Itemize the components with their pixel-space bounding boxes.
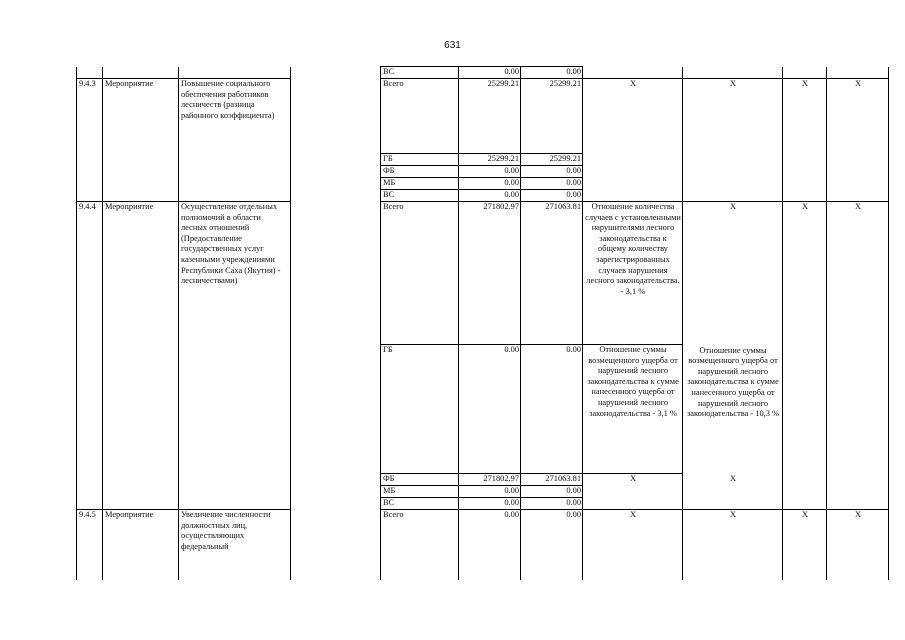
spacer-cell	[291, 510, 381, 581]
value-fact: 0.00	[521, 166, 583, 178]
indicator-cell: Х	[683, 79, 783, 202]
event-type-cell: Мероприятие	[103, 202, 179, 510]
funding-source: Всего	[381, 510, 459, 581]
row-number-cell: 9.4.3	[77, 79, 103, 202]
event-type-cell	[103, 67, 179, 79]
row-number-cell: 9.4.4	[77, 202, 103, 510]
indicator-cell: Отношение суммы возмещенного ущерба от нарушений лесного законодательства к сумме нанесенного ущерба от нарушений лесного законодательства - 3,1 %	[583, 345, 683, 474]
indicator-cell: Х	[583, 79, 683, 202]
table-row	[77, 67, 889, 79]
value-fact: 0.00	[521, 178, 583, 190]
row-number-cell: 9.4.5	[77, 510, 103, 581]
event-name-cell: Повышение социального обеспечения работников лесничеств (разница районного коэффициента)	[179, 79, 291, 202]
marker-cell: Х	[827, 202, 889, 510]
value-plan: 25299.21	[459, 79, 521, 154]
spacer-cell	[291, 67, 381, 79]
value-fact: 0.00	[521, 510, 583, 581]
indicator-cell	[683, 67, 783, 79]
value-fact: 0.00	[521, 498, 583, 510]
table-row	[77, 510, 889, 581]
indicator-cell: Х	[683, 474, 783, 510]
marker-cell: Х	[827, 510, 889, 581]
marker-cell: Х	[783, 202, 827, 510]
value-plan: 0.00	[459, 190, 521, 202]
funding-source: МБ	[381, 486, 459, 498]
marker-cell: Х	[827, 79, 889, 202]
row-number-cell	[77, 67, 103, 79]
indicator-cell: Отношение количества случаев с установленными нарушителями лесного законодательства к общему количеству зарегистрированных случаев нарушения лесного законодательства. - 3,1 %	[583, 202, 683, 345]
value-plan: 25299.21	[459, 154, 521, 166]
value-fact: 0.00	[521, 345, 583, 474]
value-plan: 271802.97	[459, 474, 521, 486]
funding-source: ВС	[381, 498, 459, 510]
marker-cell: Х	[783, 510, 827, 581]
indicator-cell	[583, 67, 683, 79]
indicator-cell: Х	[583, 510, 683, 581]
value-plan: 0.00	[459, 510, 521, 581]
spacer-cell	[291, 79, 381, 202]
indicator-cell: Х	[683, 510, 783, 581]
indicator-text: Отношение суммы возмещенного ущерба от нарушений лесного законодательства к сумме нанесенного ущерба от нарушений лесного законодательства - 10,3 %	[686, 345, 780, 419]
event-type-cell: Мероприятие	[103, 510, 179, 581]
value-plan: 0.00	[459, 498, 521, 510]
funding-source: ВС	[381, 67, 459, 79]
event-type-cell: Мероприятие	[103, 79, 179, 202]
program-table	[76, 66, 889, 580]
value-plan: 0.00	[459, 178, 521, 190]
marker-cell	[783, 67, 827, 79]
funding-source: ГБ	[381, 154, 459, 166]
value-plan: 0.00	[459, 345, 521, 474]
table-row	[77, 79, 889, 154]
value-fact: 25299.21	[521, 154, 583, 166]
value-plan: 0.00	[459, 166, 521, 178]
indicator-marker: Х	[729, 202, 737, 211]
event-name-cell	[179, 67, 291, 79]
funding-source: Всего	[381, 202, 459, 345]
value-plan: 0.00	[459, 486, 521, 498]
value-fact: 0.00	[521, 190, 583, 202]
page-number: 631	[444, 40, 461, 51]
event-name-cell: Осуществление отдельных полномочий в области лесных отношений (Предоставление государственных услуг казенными учреждениями Республики Саха (Якутия) - лесничествами)	[179, 202, 291, 510]
value-fact: 271063.81	[521, 202, 583, 345]
funding-source: ФБ	[381, 474, 459, 486]
value-plan: 271802.97	[459, 202, 521, 345]
spacer-cell	[291, 202, 381, 510]
value-plan: 0.00	[459, 67, 521, 79]
marker-cell: Х	[783, 79, 827, 202]
indicator-cell	[683, 202, 783, 474]
funding-source: ГБ	[381, 345, 459, 474]
value-fact: 0.00	[521, 67, 583, 79]
marker-cell	[827, 67, 889, 79]
indicator-cell: Х	[583, 474, 683, 510]
event-name-cell: Увеличение численности должностных лиц, осуществляющих федеральный	[179, 510, 291, 581]
table-row	[77, 202, 889, 345]
value-fact: 0.00	[521, 486, 583, 498]
funding-source: МБ	[381, 178, 459, 190]
funding-source: Всего	[381, 79, 459, 154]
funding-source: ФБ	[381, 166, 459, 178]
value-fact: 25299.21	[521, 79, 583, 154]
value-fact: 271063.81	[521, 474, 583, 486]
funding-source: ВС	[381, 190, 459, 202]
